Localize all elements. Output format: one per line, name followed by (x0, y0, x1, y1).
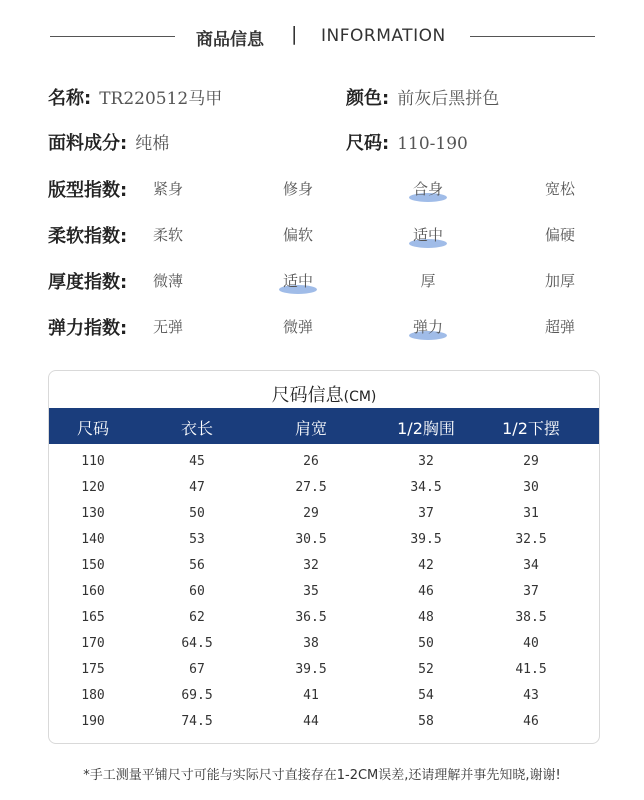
header-divider-left (50, 36, 175, 37)
table-cell: 52 (418, 662, 434, 677)
fabric-value: 纯棉 (135, 134, 170, 154)
table-cell: 160 (81, 584, 105, 599)
index-option-selected: 适中 (412, 226, 444, 244)
table-cell: 32 (303, 558, 319, 573)
column-header: 1/2胸围 (397, 419, 455, 438)
index-label: 版型指数: (48, 180, 128, 201)
table-cell: 69.5 (181, 688, 213, 703)
index-option: 偏硬 (544, 226, 576, 244)
table-cell: 48 (418, 610, 434, 625)
table-cell: 46 (418, 584, 434, 599)
index-option: 宽松 (544, 180, 576, 198)
index-option: 加厚 (544, 272, 576, 290)
index-label: 厚度指数: (48, 272, 128, 293)
table-cell: 40 (523, 636, 539, 651)
index-label: 弹力指数: (48, 318, 128, 339)
table-cell: 36.5 (295, 610, 327, 625)
index-option: 厚 (420, 272, 436, 290)
table-cell: 31 (523, 506, 539, 521)
table-cell: 58 (418, 714, 434, 729)
size-table-header (49, 408, 599, 444)
index-option-selected: 合身 (412, 180, 444, 198)
size-table-title-text: 尺码信息 (271, 385, 344, 406)
column-header: 尺码 (76, 419, 110, 438)
table-cell: 190 (81, 714, 105, 729)
product-fabric (48, 129, 169, 155)
column-header: 肩宽 (294, 419, 328, 438)
table-cell: 44 (303, 714, 319, 729)
size-table-card (48, 370, 600, 744)
index-option-selected: 弹力 (412, 318, 444, 336)
size-table-title (49, 381, 599, 407)
table-cell: 47 (189, 480, 205, 495)
measurement-footnote: *手工测量平铺尺寸可能与实际尺寸直接存在1-2CM误差,还请理解并事先知晓,谢谢! (83, 768, 561, 783)
product-color (346, 84, 499, 110)
header-divider-right (470, 36, 595, 37)
size-value: 110-190 (397, 134, 468, 154)
name-label: 名称: (48, 88, 92, 109)
table-cell: 42 (418, 558, 434, 573)
table-cell: 26 (303, 454, 319, 469)
table-cell: 30.5 (295, 532, 327, 547)
table-cell: 53 (189, 532, 205, 547)
table-cell: 37 (523, 584, 539, 599)
header-title-cn: 商品信息 (196, 30, 264, 50)
table-cell: 56 (189, 558, 205, 573)
table-cell: 67 (189, 662, 205, 677)
table-cell: 130 (81, 506, 105, 521)
table-cell: 50 (418, 636, 434, 651)
index-label: 柔软指数: (48, 226, 128, 247)
color-label: 颜色: (346, 88, 390, 109)
table-cell: 43 (523, 688, 539, 703)
table-cell: 35 (303, 584, 319, 599)
table-cell: 34 (523, 558, 539, 573)
table-cell: 64.5 (181, 636, 213, 651)
column-header: 衣长 (180, 419, 214, 438)
header-separator: | (291, 23, 298, 45)
table-cell: 30 (523, 480, 539, 495)
table-cell: 45 (189, 454, 205, 469)
table-cell: 170 (81, 636, 105, 651)
product-name (48, 84, 222, 110)
table-cell: 46 (523, 714, 539, 729)
table-cell: 27.5 (295, 480, 327, 495)
index-option-selected: 适中 (282, 272, 314, 290)
index-option: 微弹 (282, 318, 314, 336)
table-cell: 38.5 (515, 610, 547, 625)
table-cell: 74.5 (181, 714, 213, 729)
index-option: 微薄 (152, 272, 184, 290)
section-header (0, 22, 644, 52)
header-title-en: INFORMATION (321, 26, 446, 46)
table-cell: 29 (523, 454, 539, 469)
table-cell: 175 (81, 662, 105, 677)
table-cell: 62 (189, 610, 205, 625)
table-cell: 150 (81, 558, 105, 573)
table-cell: 140 (81, 532, 105, 547)
table-cell: 32.5 (515, 532, 547, 547)
table-cell: 41 (303, 688, 319, 703)
color-value: 前灰后黑拼色 (397, 89, 500, 109)
table-cell: 38 (303, 636, 319, 651)
table-cell: 37 (418, 506, 434, 521)
table-cell: 60 (189, 584, 205, 599)
index-option: 偏软 (282, 226, 314, 244)
column-header: 1/2下摆 (502, 419, 560, 438)
index-option: 紧身 (152, 180, 184, 198)
fabric-label: 面料成分: (48, 133, 128, 154)
table-cell: 41.5 (515, 662, 547, 677)
table-cell: 120 (81, 480, 105, 495)
table-cell: 39.5 (295, 662, 327, 677)
name-value: TR220512马甲 (99, 89, 223, 109)
table-cell: 50 (189, 506, 205, 521)
size-table-unit: (CM) (343, 389, 377, 405)
size-label: 尺码: (346, 133, 390, 154)
index-option: 修身 (282, 180, 314, 198)
product-size-range (346, 129, 468, 155)
table-cell: 34.5 (410, 480, 442, 495)
table-cell: 110 (81, 454, 105, 469)
index-option: 无弹 (152, 318, 184, 336)
index-option: 超弹 (544, 318, 576, 336)
table-cell: 165 (81, 610, 105, 625)
table-cell: 32 (418, 454, 434, 469)
table-cell: 39.5 (410, 532, 442, 547)
index-option: 柔软 (152, 226, 184, 244)
table-cell: 54 (418, 688, 434, 703)
table-cell: 29 (303, 506, 319, 521)
table-cell: 180 (81, 688, 105, 703)
